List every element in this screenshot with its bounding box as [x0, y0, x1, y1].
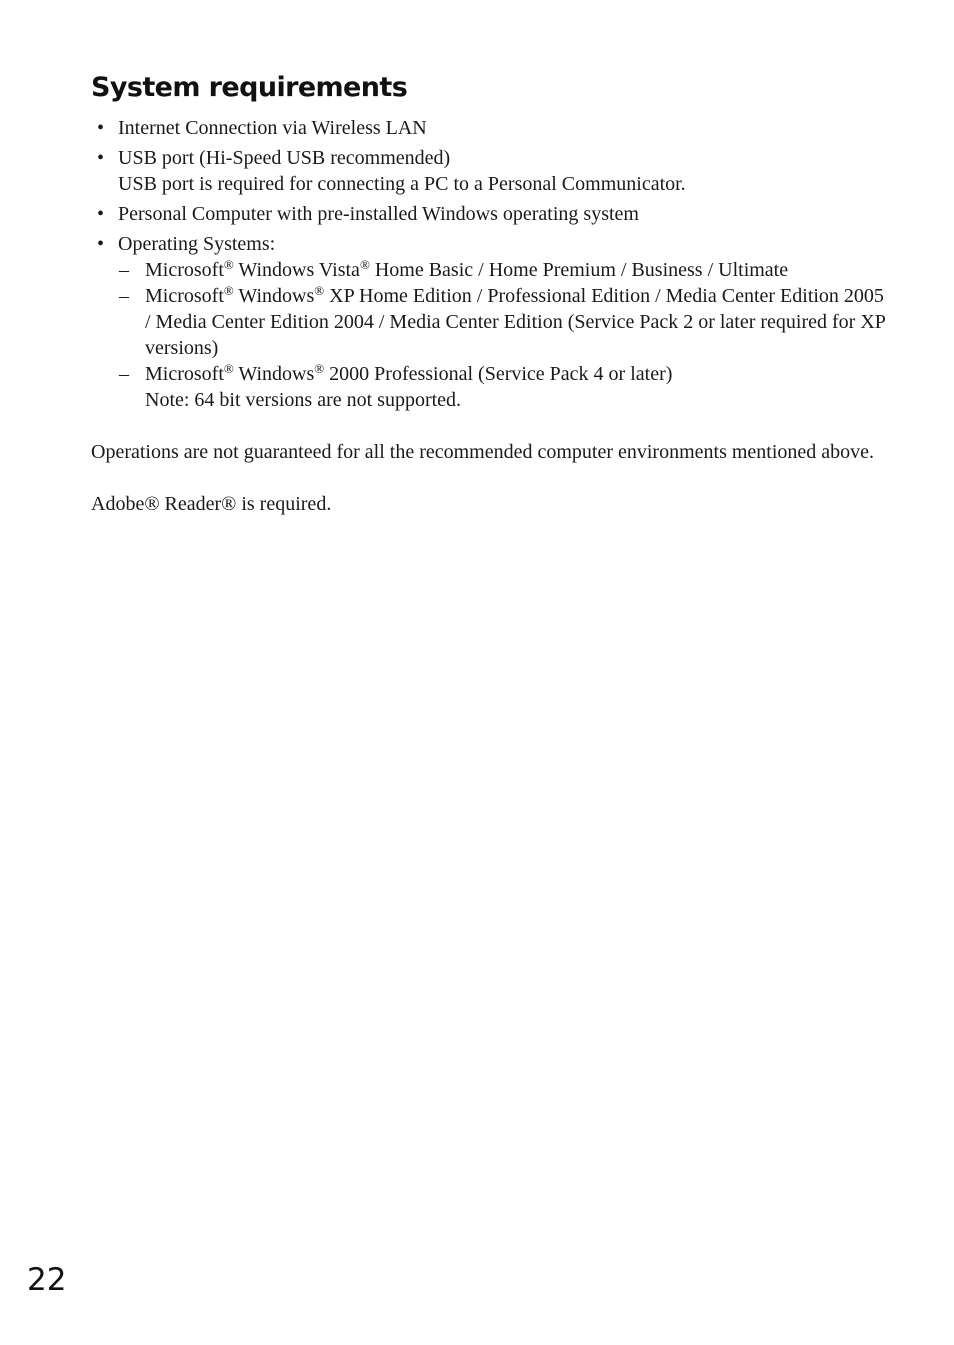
page-title: System requirements	[91, 72, 408, 103]
bullet-icon: •	[97, 233, 105, 255]
dash-icon: –	[119, 363, 129, 385]
os-item	[118, 361, 891, 413]
list-item	[91, 231, 891, 413]
bullet-icon: •	[97, 147, 105, 169]
operations-paragraph: Operations are not guaranteed for all the recommended computer environments mentioned above.	[91, 441, 875, 463]
os-text: Microsoft® Windows® XP Home Edition / Professional Edition / Media Center Edition 2005 / Media Center Edition 2004 / Media Center Edition (Service Pack 2 or later required for XP versions)	[145, 283, 886, 359]
os-text: Microsoft® Windows Vista® Home Basic / Home Premium / Business / Ultimate	[145, 257, 789, 281]
os-note: Note: 64 bit versions are not supported.	[145, 389, 462, 411]
registered-mark: ®	[314, 283, 325, 298]
registered-mark: ®	[314, 361, 325, 376]
requirement-text: Personal Computer with pre-installed Windows operating system	[118, 203, 639, 225]
registered-mark: ®	[223, 283, 234, 298]
list-item	[91, 145, 891, 197]
os-list	[118, 257, 891, 413]
bullet-icon: •	[97, 117, 105, 139]
os-item	[118, 257, 891, 283]
registered-mark: ®	[359, 257, 370, 272]
page-number: 22	[27, 1262, 67, 1298]
requirement-text: Internet Connection via Wireless LAN	[118, 117, 427, 139]
bullet-icon: •	[97, 203, 105, 225]
requirements-list	[91, 115, 891, 413]
requirements-content	[91, 115, 891, 517]
dash-icon: –	[119, 285, 129, 307]
registered-mark: ®	[223, 257, 234, 272]
registered-mark: ®	[223, 361, 234, 376]
list-item	[91, 201, 891, 227]
os-text: Microsoft® Windows® 2000 Professional (Service Pack 4 or later)	[145, 361, 673, 385]
list-item	[91, 115, 891, 141]
dash-icon: –	[119, 259, 129, 281]
requirement-note: USB port is required for connecting a PC to a Personal Communicator.	[118, 173, 686, 195]
os-item	[118, 283, 891, 361]
requirement-text: Operating Systems:	[118, 233, 276, 255]
requirement-text: USB port (Hi-Speed USB recommended)	[118, 147, 451, 169]
adobe-paragraph: Adobe® Reader® is required.	[91, 493, 332, 515]
